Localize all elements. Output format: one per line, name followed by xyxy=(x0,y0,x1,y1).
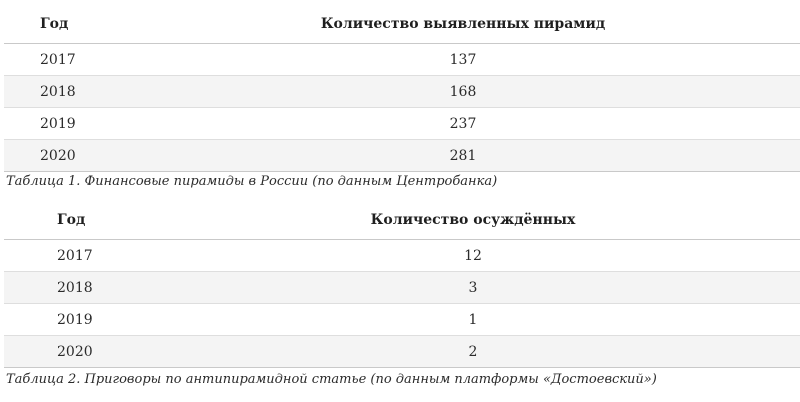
value-cell: 3 xyxy=(468,279,478,296)
table-row xyxy=(4,108,800,140)
table-row xyxy=(4,272,800,304)
value-cell: 2 xyxy=(468,343,478,360)
value-cell: 237 xyxy=(449,115,477,132)
table-row xyxy=(4,140,800,172)
table-caption-2: Таблица 2. Приговоры по антипирамидной статье (по данным платформы «Достоевский») xyxy=(6,372,657,387)
value-cell: 281 xyxy=(449,147,477,164)
year-cell: 2018 xyxy=(57,279,93,296)
table-row xyxy=(4,304,800,336)
year-cell: 2019 xyxy=(57,311,93,328)
value-cell: 137 xyxy=(449,51,477,68)
pyramids-table xyxy=(4,4,800,172)
value-cell: 12 xyxy=(464,247,482,264)
column-header-year: Год xyxy=(40,15,69,32)
year-cell: 2019 xyxy=(40,115,76,132)
year-cell: 2017 xyxy=(57,247,93,264)
year-cell: 2018 xyxy=(40,83,76,100)
table-row xyxy=(4,44,800,76)
column-header-pyramids-count: Количество выявленных пирамид xyxy=(320,15,606,32)
convictions-table xyxy=(4,200,800,368)
year-cell: 2020 xyxy=(40,147,76,164)
value-cell: 1 xyxy=(468,311,478,328)
table-caption-1: Таблица 1. Финансовые пирамиды в России (по данным Центробанка) xyxy=(6,174,498,189)
table-row xyxy=(4,336,800,368)
year-cell: 2020 xyxy=(57,343,93,360)
column-header-convicted-count: Количество осуждённых xyxy=(370,211,576,228)
table-row xyxy=(4,76,800,108)
table-header-row xyxy=(4,200,800,240)
value-cell: 168 xyxy=(449,83,477,100)
table-row xyxy=(4,240,800,272)
year-cell: 2017 xyxy=(40,51,76,68)
table-header-row xyxy=(4,4,800,44)
column-header-year: Год xyxy=(57,211,86,228)
